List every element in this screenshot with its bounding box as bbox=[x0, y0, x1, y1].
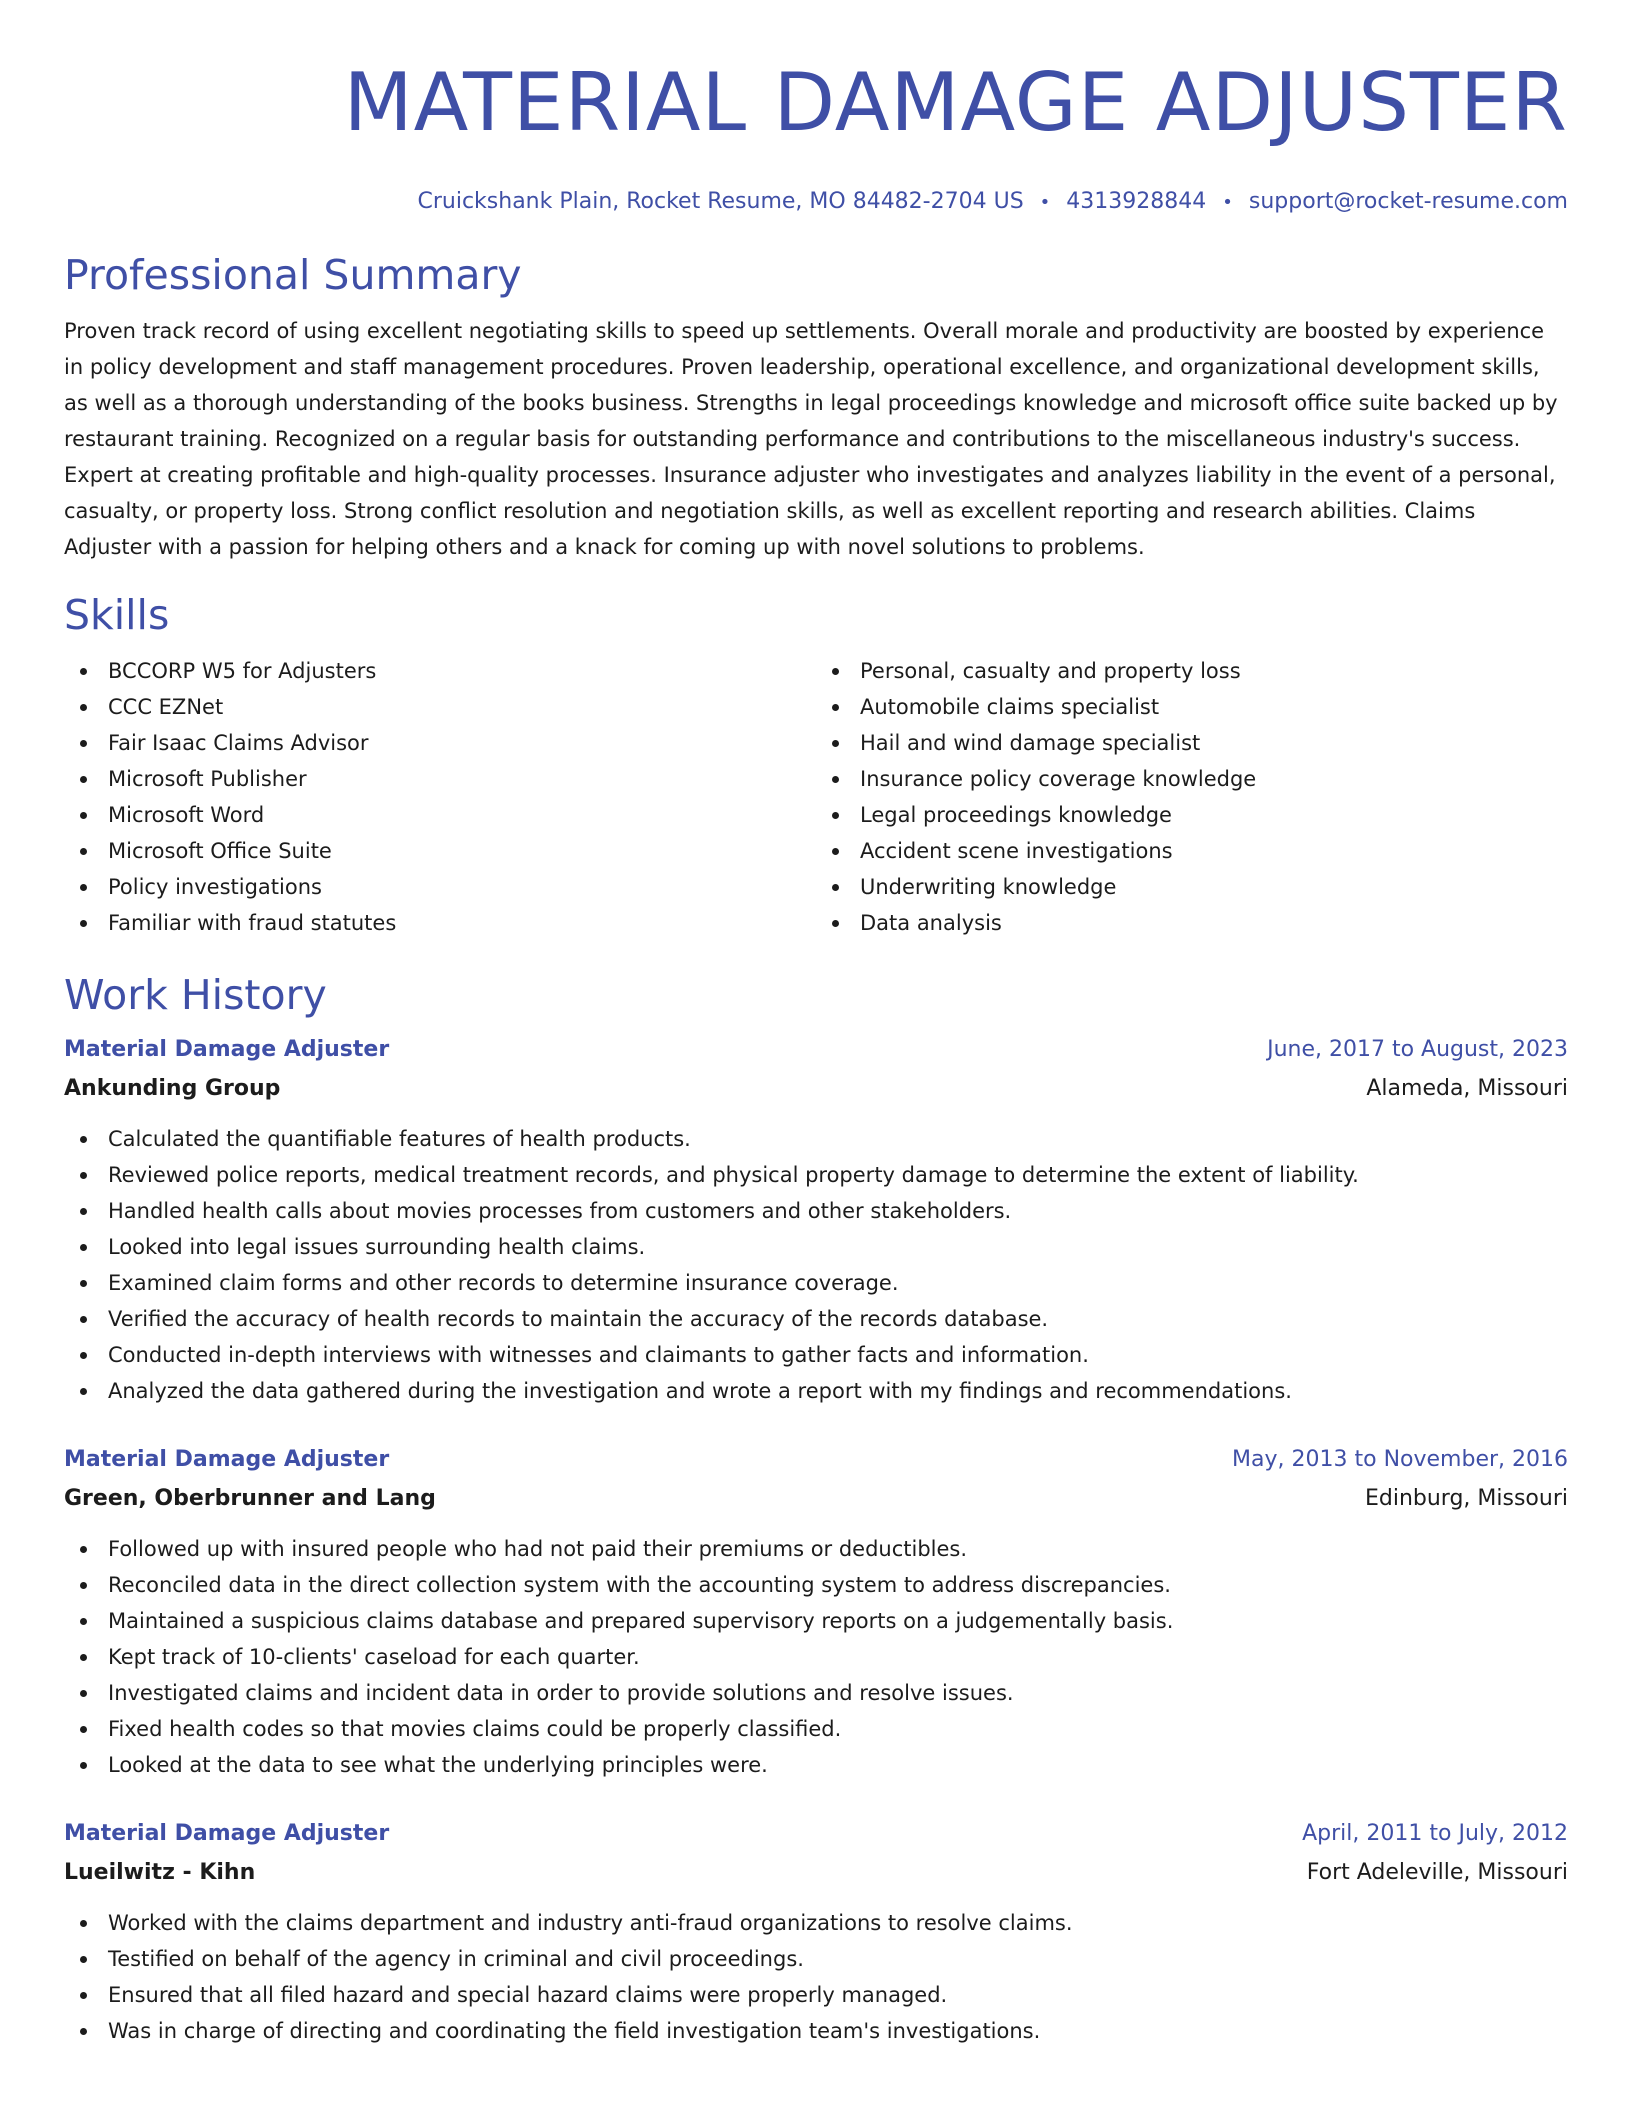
job-bullet: Kept track of 10-clients' caseload for each quarter. bbox=[108, 1639, 1568, 1675]
skill-item: BCCORP W5 for Adjusters bbox=[108, 653, 816, 689]
skill-item: Underwriting knowledge bbox=[860, 869, 1568, 905]
skill-item: Accident scene investigations bbox=[860, 833, 1568, 869]
skills-section bbox=[64, 589, 1568, 941]
contact-separator: • bbox=[1222, 192, 1233, 213]
job-entry bbox=[64, 1031, 1568, 1409]
job-entry bbox=[64, 1815, 1568, 2049]
job-dates: April, 2011 to July, 2012 bbox=[1302, 1821, 1568, 1846]
summary-section bbox=[64, 249, 1568, 565]
job-bullet-list bbox=[64, 1531, 1568, 1783]
job-bullet: Looked into legal issues surrounding health claims. bbox=[108, 1229, 1568, 1265]
skill-item: Data analysis bbox=[860, 905, 1568, 941]
resume-name: MATERIAL DAMAGE ADJUSTER bbox=[343, 56, 1568, 149]
job-bullet: Verified the accuracy of health records to maintain the accuracy of the records database. bbox=[108, 1301, 1568, 1337]
job-bullet: Worked with the claims department and industry anti-fraud organizations to resolve claims. bbox=[108, 1905, 1568, 1941]
section-title-work-history: Work History bbox=[64, 971, 327, 1019]
job-bullet: Handled health calls about movies processes from customers and other stakeholders. bbox=[108, 1193, 1568, 1229]
job-company: Ankunding Group bbox=[64, 1076, 281, 1101]
job-header-row bbox=[64, 1441, 1568, 1479]
job-company: Green, Oberbrunner and Lang bbox=[64, 1486, 436, 1511]
job-dates: June, 2017 to August, 2023 bbox=[1267, 1037, 1568, 1062]
skill-item: CCC EZNet bbox=[108, 689, 816, 725]
job-company: Lueilwitz - Kihn bbox=[64, 1860, 256, 1885]
job-title: Material Damage Adjuster bbox=[64, 1447, 390, 1472]
resume-header bbox=[64, 50, 1568, 219]
job-title: Material Damage Adjuster bbox=[64, 1821, 390, 1846]
job-bullet: Maintained a suspicious claims database and prepared supervisory reports on a judgementally basis. bbox=[108, 1603, 1568, 1639]
job-bullet: Ensured that all filed hazard and special hazard claims were properly managed. bbox=[108, 1977, 1568, 2013]
skill-item: Familiar with fraud statutes bbox=[108, 905, 816, 941]
job-bullet: Investigated claims and incident data in order to provide solutions and resolve issues. bbox=[108, 1675, 1568, 1711]
job-bullet: Reviewed police reports, medical treatment records, and physical property damage to determine the extent of liability. bbox=[108, 1157, 1568, 1193]
skill-item: Policy investigations bbox=[108, 869, 816, 905]
job-company-row bbox=[64, 1853, 1568, 1893]
contact-email: support@rocket-resume.com bbox=[1248, 189, 1568, 214]
skill-item: Insurance policy coverage knowledge bbox=[860, 761, 1568, 797]
job-bullet: Reconciled data in the direct collection system with the accounting system to address discrepancies. bbox=[108, 1567, 1568, 1603]
job-header-row bbox=[64, 1031, 1568, 1069]
skill-item: Automobile claims specialist bbox=[860, 689, 1568, 725]
work-history-section bbox=[64, 969, 1568, 2049]
job-bullet-list bbox=[64, 1905, 1568, 2049]
skill-item: Personal, casualty and property loss bbox=[860, 653, 1568, 689]
job-company-row bbox=[64, 1069, 1568, 1109]
skill-item: Legal proceedings knowledge bbox=[860, 797, 1568, 833]
skill-item: Fair Isaac Claims Advisor bbox=[108, 725, 816, 761]
job-location: Alameda, Missouri bbox=[1366, 1076, 1568, 1101]
job-header-row bbox=[64, 1815, 1568, 1853]
job-entry bbox=[64, 1441, 1568, 1783]
summary-text: Proven track record of using excellent negotiating skills to speed up settlements. Overall morale and productivity are boosted by experience in policy development and staff management procedures. Proven leadership, operational excellence, and organizational development skills, as well as a thorough understanding of the books business. Strengths in legal proceedings knowledge and microsoft office suite backed up by restaurant training. Recognized on a regular basis for outstanding performance and contributions to the miscellaneous industry's success. Expert at creating profitable and high-quality processes. Insurance adjuster who investigates and analyzes liability in the event of a personal, casualty, or property loss. Strong conflict resolution and negotiation skills, as well as excellent reporting and research abilities. Claims Adjuster with a passion for helping others and a knack for coming up with novel solutions to problems. bbox=[64, 319, 1558, 559]
job-location: Edinburg, Missouri bbox=[1364, 1486, 1568, 1511]
job-bullet: Fixed health codes so that movies claims could be properly classified. bbox=[108, 1711, 1568, 1747]
job-bullet: Looked at the data to see what the underlying principles were. bbox=[108, 1747, 1568, 1783]
skill-item: Hail and wind damage specialist bbox=[860, 725, 1568, 761]
section-title-skills: Skills bbox=[64, 591, 170, 639]
job-company-row bbox=[64, 1479, 1568, 1519]
contact-address: Cruickshank Plain, Rocket Resume, MO 84482-2704 US bbox=[417, 189, 1024, 214]
skill-item: Microsoft Word bbox=[108, 797, 816, 833]
job-bullet: Calculated the quantifiable features of health products. bbox=[108, 1121, 1568, 1157]
skill-item: Microsoft Office Suite bbox=[108, 833, 816, 869]
section-title-summary: Professional Summary bbox=[64, 251, 522, 299]
job-bullet: Analyzed the data gathered during the investigation and wrote a report with my findings and recommendations. bbox=[108, 1373, 1568, 1409]
job-title: Material Damage Adjuster bbox=[64, 1037, 390, 1062]
job-bullet-list bbox=[64, 1121, 1568, 1409]
skill-item: Microsoft Publisher bbox=[108, 761, 816, 797]
contact-separator: • bbox=[1039, 192, 1051, 213]
job-bullet: Examined claim forms and other records to determine insurance coverage. bbox=[108, 1265, 1568, 1301]
contact-line bbox=[64, 186, 1568, 219]
job-location: Fort Adeleville, Missouri bbox=[1306, 1860, 1568, 1885]
contact-phone: 4313928844 bbox=[1066, 189, 1207, 214]
job-bullet: Testified on behalf of the agency in criminal and civil proceedings. bbox=[108, 1941, 1568, 1977]
job-bullet: Conducted in-depth interviews with witnesses and claimants to gather facts and information. bbox=[108, 1337, 1568, 1373]
skills-list-left bbox=[64, 653, 816, 941]
skills-grid bbox=[64, 653, 1568, 941]
job-dates: May, 2013 to November, 2016 bbox=[1232, 1447, 1568, 1472]
job-bullet: Followed up with insured people who had not paid their premiums or deductibles. bbox=[108, 1531, 1568, 1567]
job-bullet: Was in charge of directing and coordinating the field investigation team's investigations. bbox=[108, 2013, 1568, 2049]
skills-list-right bbox=[816, 653, 1568, 941]
